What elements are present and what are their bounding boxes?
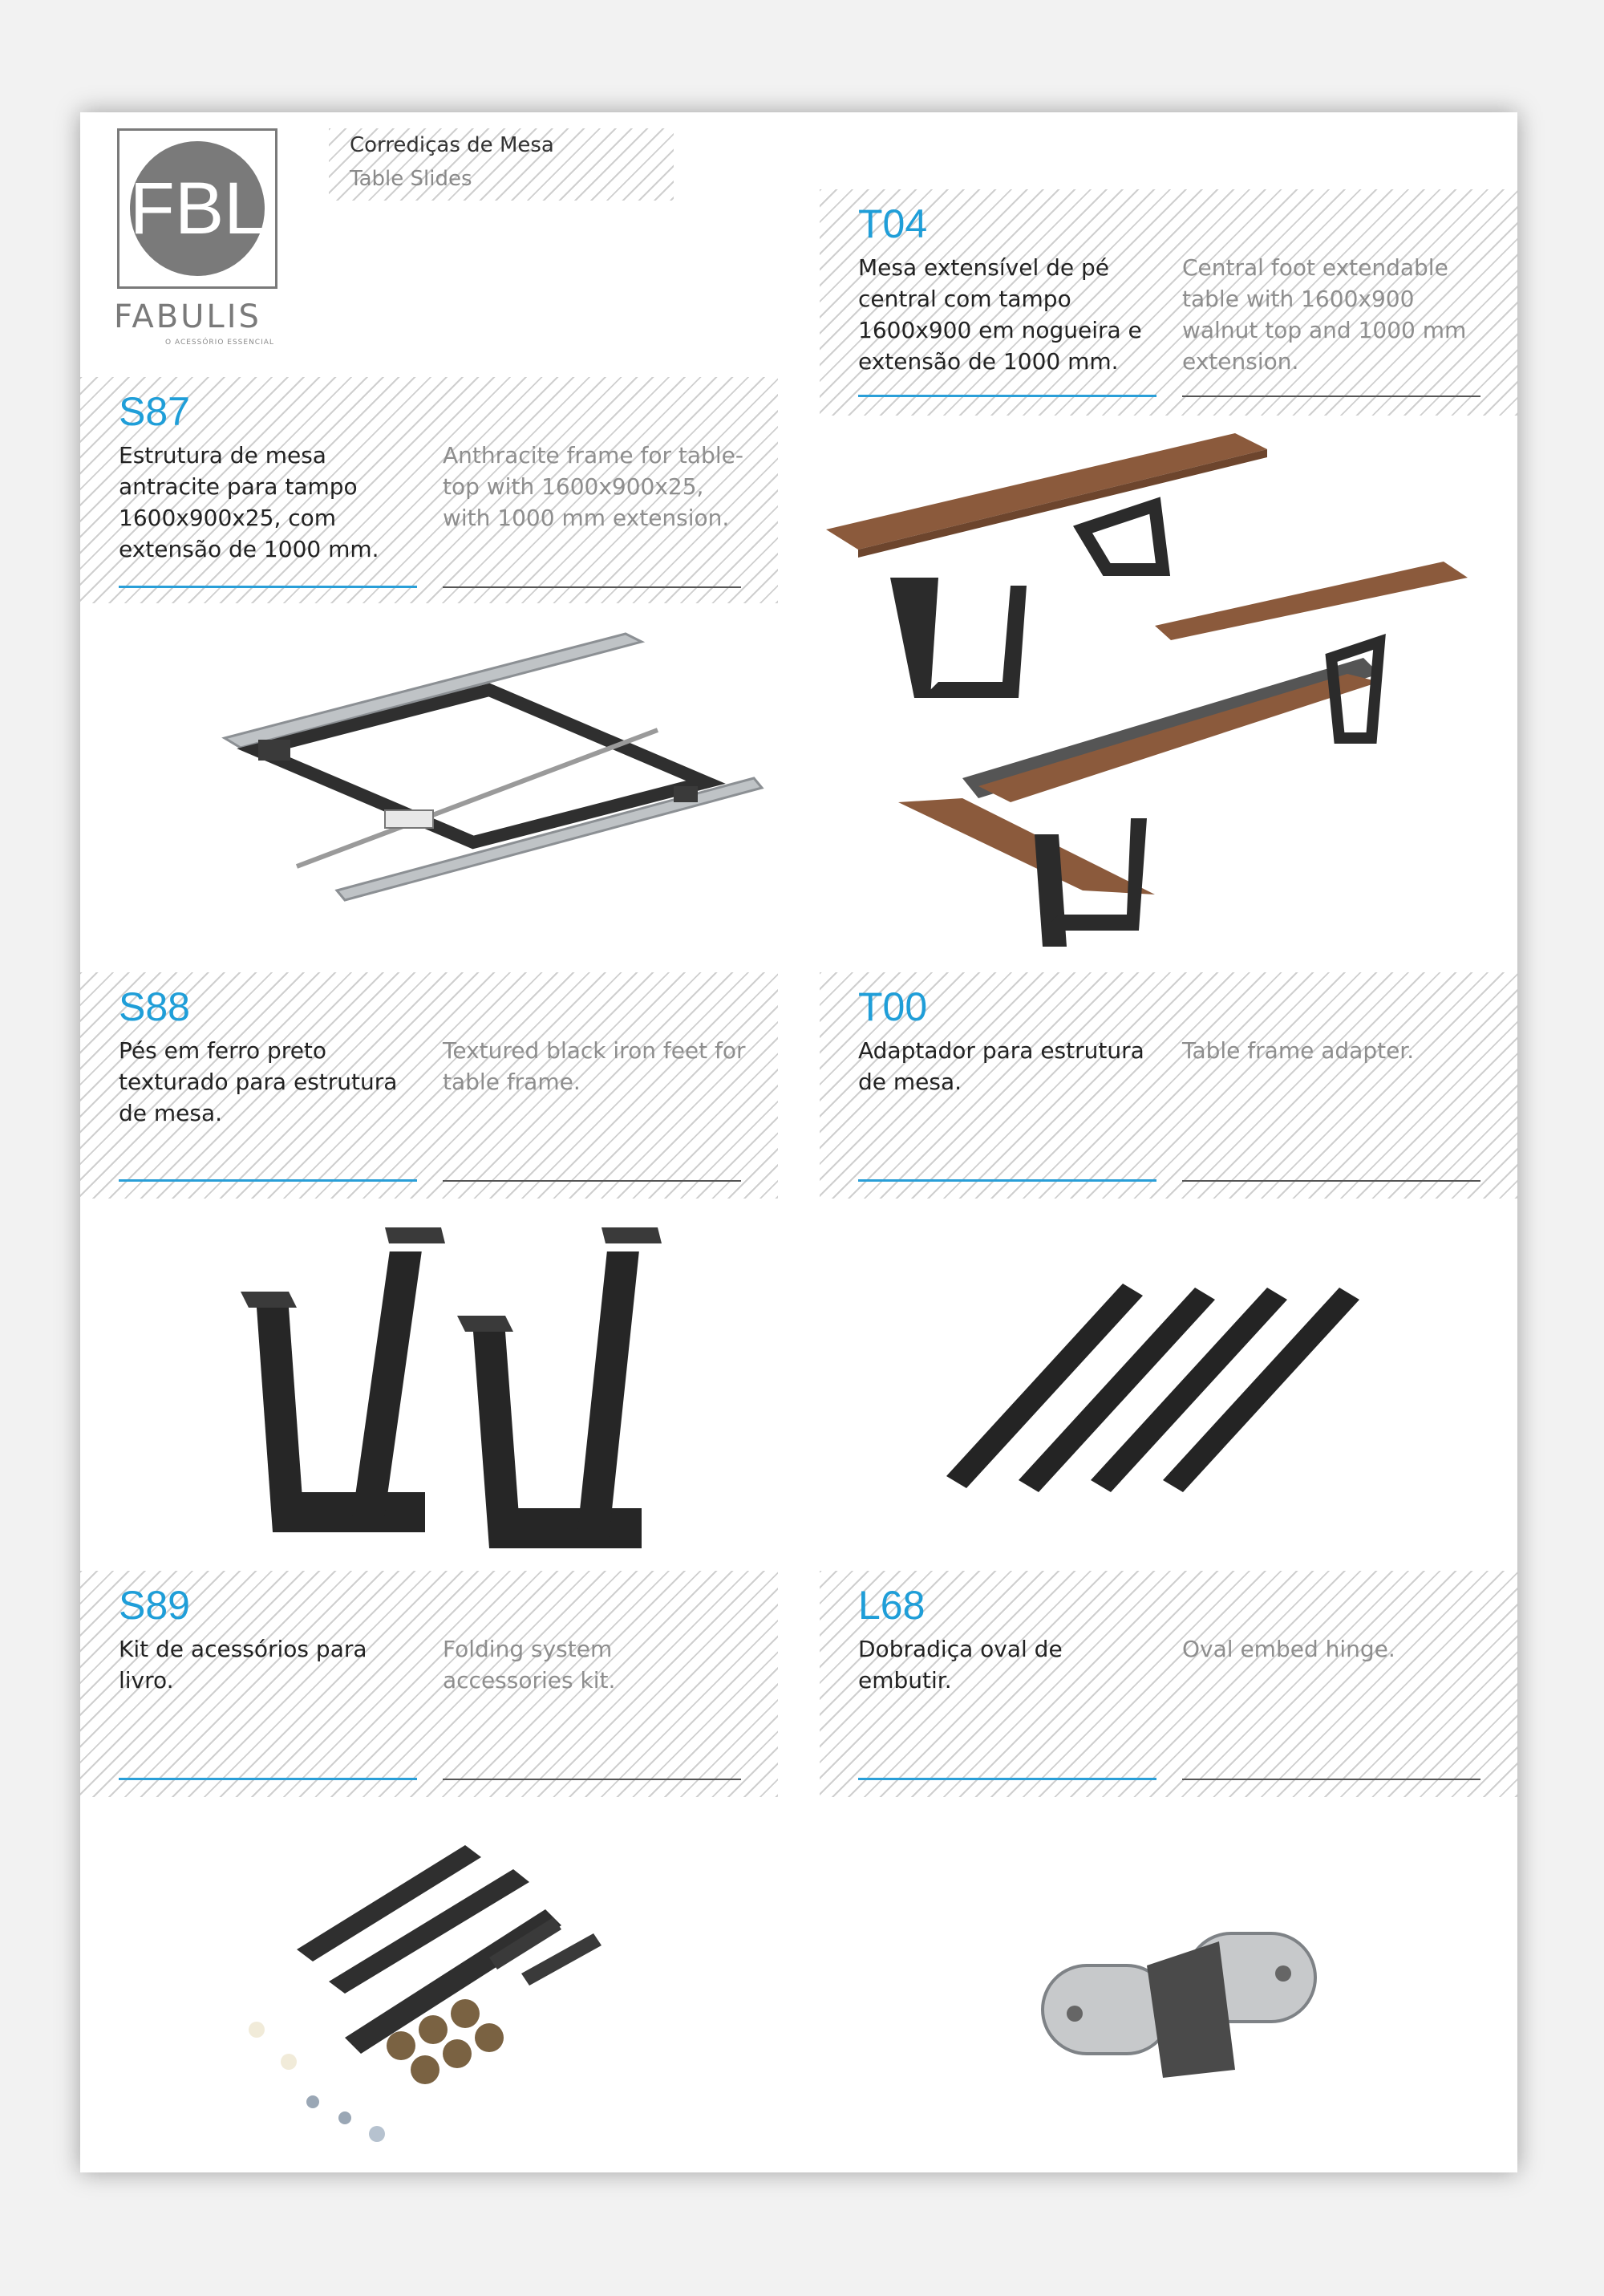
product-code: S88 xyxy=(119,984,190,1029)
product-description-en: Textured black iron feet for table frame. xyxy=(443,1037,746,1095)
brand-logo xyxy=(114,128,290,353)
product-description-pt: Adaptador para estrutura de mesa. xyxy=(858,1037,1144,1095)
product-description-pt: Mesa extensível de pé central com tampo 1600x900 em nogueira e extensão de 1000 mm. xyxy=(858,254,1142,375)
product-image-t04-table xyxy=(818,433,1517,971)
product-code: T04 xyxy=(858,201,928,246)
divider-pt xyxy=(858,395,1156,397)
product-description-en: Central foot extendable table with 1600x900 walnut top and 1000 mm extension. xyxy=(1182,254,1467,375)
divider-pt xyxy=(119,586,417,588)
divider-pt xyxy=(858,1179,1156,1182)
product-code: S89 xyxy=(119,1583,190,1628)
product-image-l68-hinge xyxy=(1027,1909,1363,2102)
product-description-pt: Kit de acessórios para livro. xyxy=(119,1636,367,1694)
divider-en xyxy=(443,1779,741,1780)
product-description-en: Anthracite frame for table-top with 1600x900x25, with 1000 mm extension. xyxy=(443,442,743,531)
product-card-s87 xyxy=(80,377,778,603)
product-card-t00 xyxy=(820,972,1517,1199)
product-code: L68 xyxy=(858,1583,926,1628)
product-description-pt: Pés em ferro preto texturado para estrutura de mesa. xyxy=(119,1037,398,1126)
logo-monogram-icon xyxy=(119,131,275,286)
product-image-s87-frame xyxy=(209,618,770,923)
brand-tagline: O ACESSÓRIO ESSENCIAL xyxy=(165,339,274,347)
product-image-s89-kit xyxy=(225,1829,738,2166)
product-description-en: Oval embed hinge. xyxy=(1182,1636,1395,1662)
divider-pt xyxy=(119,1179,417,1182)
header-title-en: Table Slides xyxy=(350,167,472,191)
product-card-s88 xyxy=(80,972,778,1199)
divider-pt xyxy=(858,1778,1156,1780)
product-image-s88-legs xyxy=(225,1227,746,1564)
divider-pt xyxy=(119,1778,417,1780)
divider-en xyxy=(1182,1779,1480,1780)
product-card-l68 xyxy=(820,1571,1517,1797)
product-image-t00-adapters xyxy=(930,1268,1444,1524)
product-description-pt: Dobradiça oval de embutir. xyxy=(858,1636,1063,1694)
logo-frame xyxy=(117,128,277,289)
product-card-s89 xyxy=(80,1571,778,1797)
product-code: S87 xyxy=(119,389,190,434)
header-title-pt: Corrediças de Mesa xyxy=(350,133,554,157)
product-description-pt: Estrutura de mesa antracite para tampo 1600x900x25, com extensão de 1000 mm. xyxy=(119,442,379,562)
divider-en xyxy=(443,586,741,588)
product-description-en: Folding system accessories kit. xyxy=(443,1636,616,1694)
brand-name: FABULIS xyxy=(114,298,261,335)
divider-en xyxy=(443,1180,741,1182)
product-code: T00 xyxy=(858,984,928,1029)
catalog-page xyxy=(80,112,1517,2172)
product-card-t04 xyxy=(820,189,1517,416)
product-description-en: Table frame adapter. xyxy=(1182,1037,1415,1064)
divider-en xyxy=(1182,396,1480,397)
logo-monogram-text: FBL xyxy=(129,168,265,249)
divider-en xyxy=(1182,1180,1480,1182)
